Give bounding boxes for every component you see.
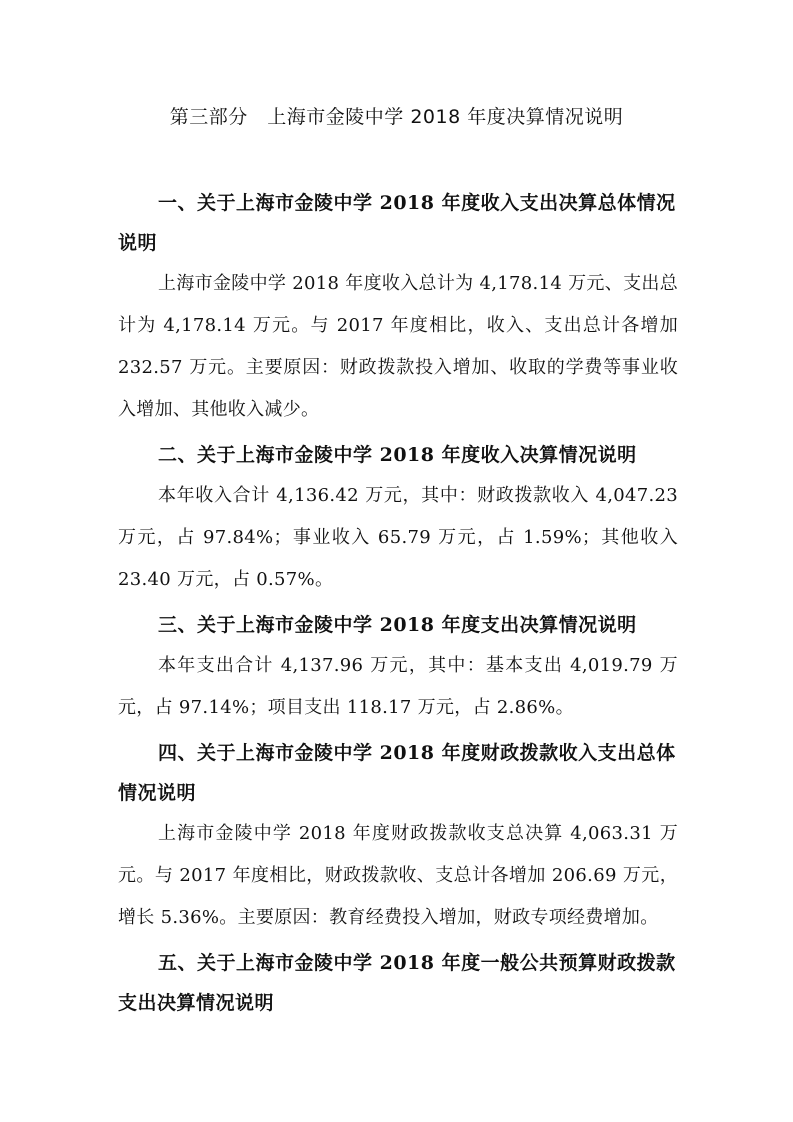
section-3: [118, 605, 678, 729]
section-1: [118, 183, 678, 431]
section-2: [118, 435, 678, 601]
section-paragraph: 上海市金陵中学 2018 年度财政拨款收支总决算 4,063.31 万元。与 2017 年度相比，财政拨款收、支总计各增加 206.69 万元，增长 5.36%。主要原因：教育经费投入增加，财政专项经费增加。: [118, 823, 678, 928]
section-paragraph: 本年收入合计 4,136.42 万元，其中：财政拨款收入 4,047.23 万元，占 97.84%；事业收入 65.79 万元，占 1.59%；其他收入 23.40 万元，占 0.57%。: [118, 485, 678, 590]
section-paragraph: 本年支出合计 4,137.96 万元，其中：基本支出 4,019.79 万元，占 97.14%；项目支出 118.17 万元，占 2.86%。: [118, 655, 678, 718]
section-heading: 一、关于上海市金陵中学 2018 年度收入支出决算总体情况说明: [118, 192, 676, 254]
section-heading: 二、关于上海市金陵中学 2018 年度收入决算情况说明: [158, 444, 637, 466]
section-4: [118, 733, 678, 939]
section-5: [118, 943, 678, 1023]
section-heading: 四、关于上海市金陵中学 2018 年度财政拨款收入支出总体情况说明: [118, 742, 676, 804]
section-paragraph: 上海市金陵中学 2018 年度收入总计为 4,178.14 万元、支出总计为 4,178.14 万元。与 2017 年度相比，收入、支出总计各增加 232.57 万元。主要原因：财政拨款投入增加、收取的学费等事业收入增加、其他收入减少。: [118, 273, 678, 420]
document-title: 第三部分 上海市金陵中学 2018 年度决算情况说明: [169, 106, 624, 128]
section-heading: 三、关于上海市金陵中学 2018 年度支出决算情况说明: [158, 614, 637, 636]
section-heading: 五、关于上海市金陵中学 2018 年度一般公共预算财政拨款支出决算情况说明: [118, 952, 676, 1014]
document-body: [118, 183, 678, 1023]
